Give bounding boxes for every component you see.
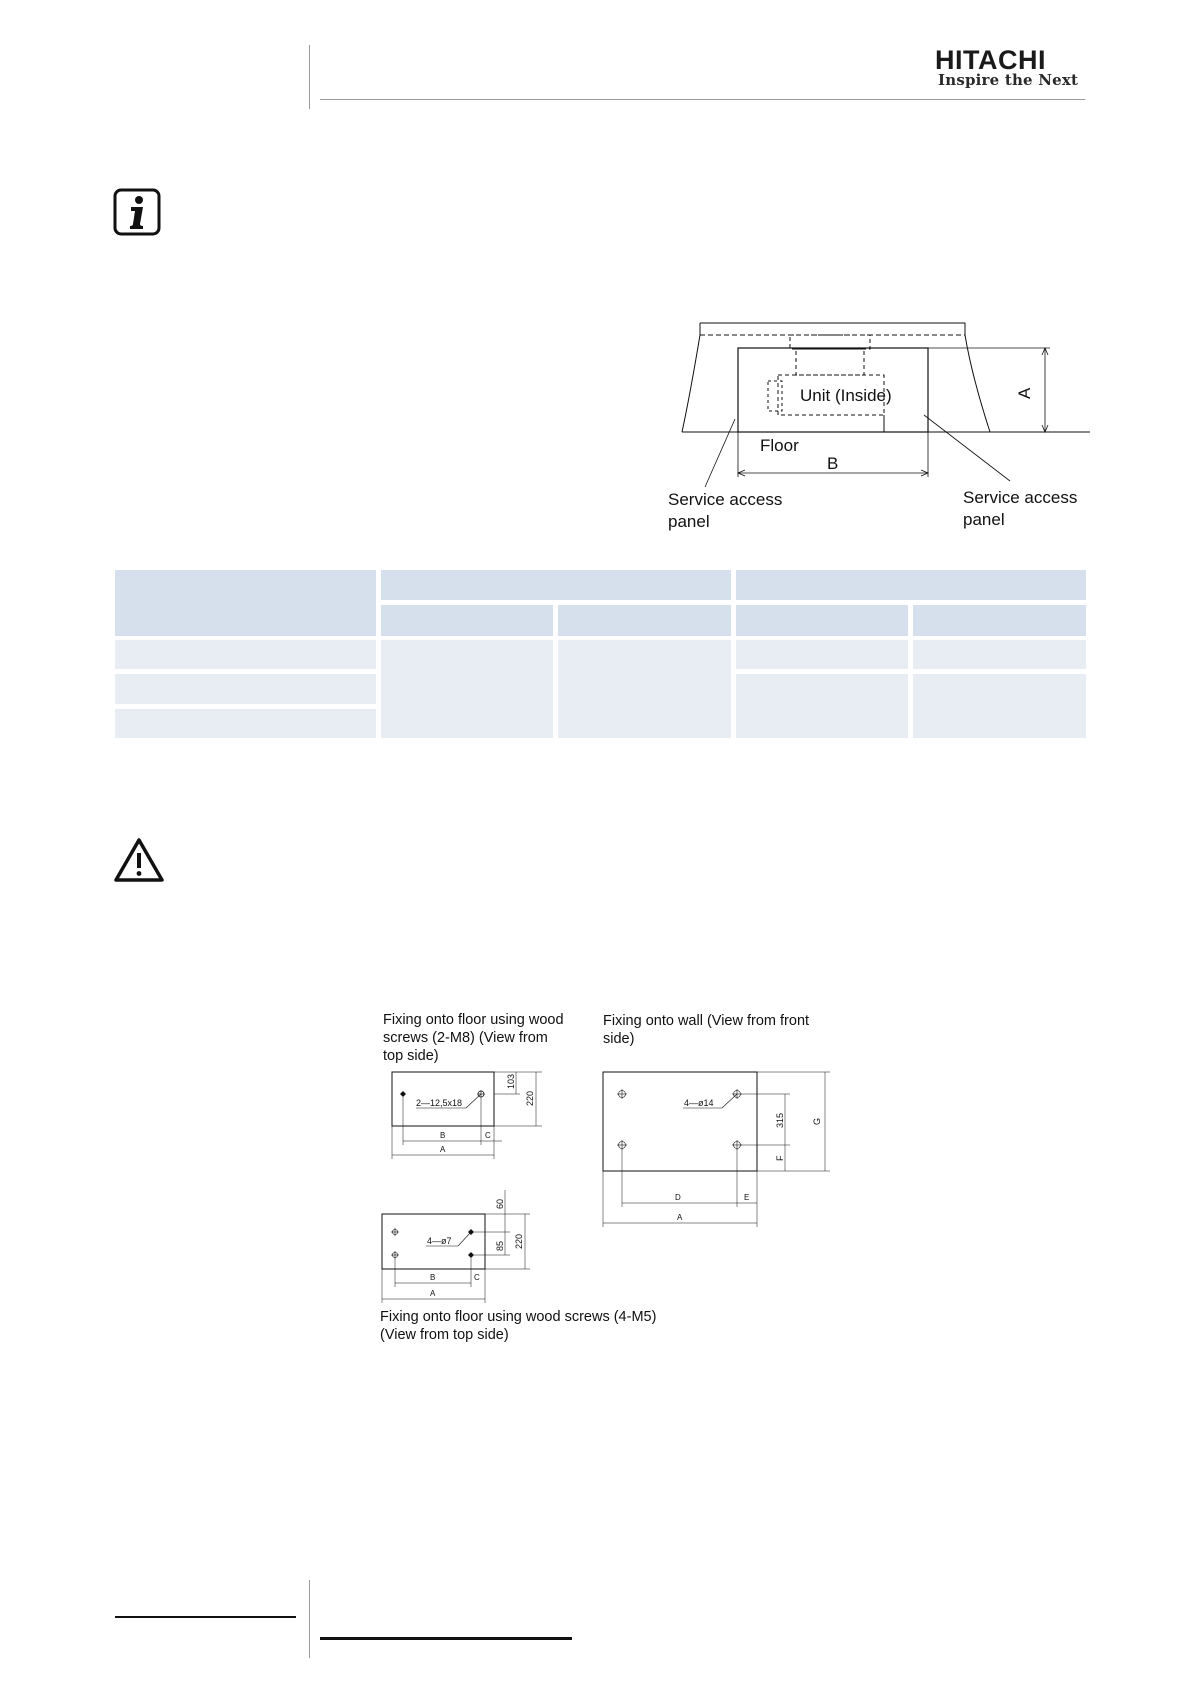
service-access-left-line1: Service access — [668, 490, 783, 509]
dimension-b-label: B — [827, 454, 839, 473]
floor-m5-caption-line2: (View from top side) — [380, 1327, 509, 1343]
floor-m8-caption-line2: screws (2-M8) (View from — [383, 1030, 548, 1046]
wall-dim-e: E — [744, 1193, 750, 1202]
info-icon — [113, 188, 161, 236]
wall-hole-label: 4—ø14 — [684, 1098, 714, 1108]
footer-right-rule — [320, 1637, 572, 1640]
floor-m8-hole-label: 2—12,5x18 — [416, 1098, 463, 1108]
header-horizontal-rule — [320, 99, 1085, 100]
table-body-cell — [913, 640, 1086, 669]
floor-m8-caption-line3: top side) — [383, 1048, 439, 1064]
table-header-cell — [115, 570, 376, 636]
table-body-cell — [736, 640, 908, 669]
floor-m8-dim-220: 220 — [525, 1090, 535, 1106]
floor-label: Floor — [760, 436, 799, 455]
floor-m5-dim-85: 85 — [495, 1240, 505, 1251]
table-row-label-cell — [115, 640, 376, 669]
table-subheader-cell — [736, 605, 908, 636]
table-body-cell — [558, 640, 731, 738]
table-body-cell — [381, 640, 553, 738]
table-subheader-cell — [381, 605, 553, 636]
dimension-a-label: A — [1015, 387, 1034, 399]
wall-dim-d: D — [675, 1193, 681, 1202]
floor-m5-hole-label: 4—ø7 — [427, 1236, 452, 1246]
table-row-label-cell — [115, 709, 376, 738]
service-access-diagram — [660, 315, 1100, 535]
wall-drawing — [603, 1072, 830, 1227]
wall-dim-a: A — [677, 1213, 683, 1222]
floor-m8-dim-c: C — [485, 1131, 491, 1140]
floor-m8-drawing — [392, 1072, 542, 1159]
wall-dim-g: G — [812, 1117, 822, 1125]
wall-dim-315: 315 — [775, 1112, 785, 1128]
table-subheader-cell — [913, 605, 1086, 636]
table-row-label-cell — [115, 674, 376, 704]
warning-triangle-icon — [113, 836, 165, 884]
wall-caption-line1: Fixing onto wall (View from front — [603, 1013, 810, 1029]
fixing-diagrams — [370, 1005, 840, 1350]
table-body-cell — [913, 674, 1086, 738]
table-header-cell — [736, 570, 1086, 600]
unit-inside-label: Unit (Inside) — [800, 386, 892, 405]
table-header-cell — [381, 570, 731, 600]
brand-logo-name: HITACHI — [935, 45, 1046, 75]
table-subheader-cell — [558, 605, 731, 636]
wall-dim-f: F — [775, 1155, 785, 1161]
floor-m5-dim-c: C — [474, 1273, 480, 1282]
brand-logo-tagline: Inspire the Next — [938, 71, 1079, 89]
floor-m5-caption-line1: Fixing onto floor using wood screws (4-M5) — [380, 1309, 657, 1325]
service-access-left-line2: panel — [668, 512, 710, 531]
footer-vertical-rule — [309, 1580, 310, 1658]
floor-m5-dim-b: B — [430, 1273, 436, 1282]
service-access-right-line2: panel — [963, 510, 1005, 529]
floor-m8-caption-line1: Fixing onto floor using wood — [383, 1012, 564, 1028]
footer-left-rule — [115, 1616, 296, 1618]
header-vertical-rule — [309, 45, 310, 109]
service-access-right-line1: Service access — [963, 488, 1078, 507]
floor-m8-dim-b: B — [440, 1131, 446, 1140]
floor-m5-dim-220: 220 — [514, 1233, 524, 1249]
wall-caption-line2: side) — [603, 1031, 635, 1047]
floor-m5-dim-a: A — [430, 1289, 436, 1298]
floor-m5-drawing — [382, 1190, 530, 1303]
floor-m8-dim-103: 103 — [506, 1073, 516, 1089]
table-body-cell — [736, 674, 908, 738]
floor-m8-dim-a: A — [440, 1145, 446, 1154]
floor-m5-dim-60: 60 — [495, 1198, 505, 1209]
